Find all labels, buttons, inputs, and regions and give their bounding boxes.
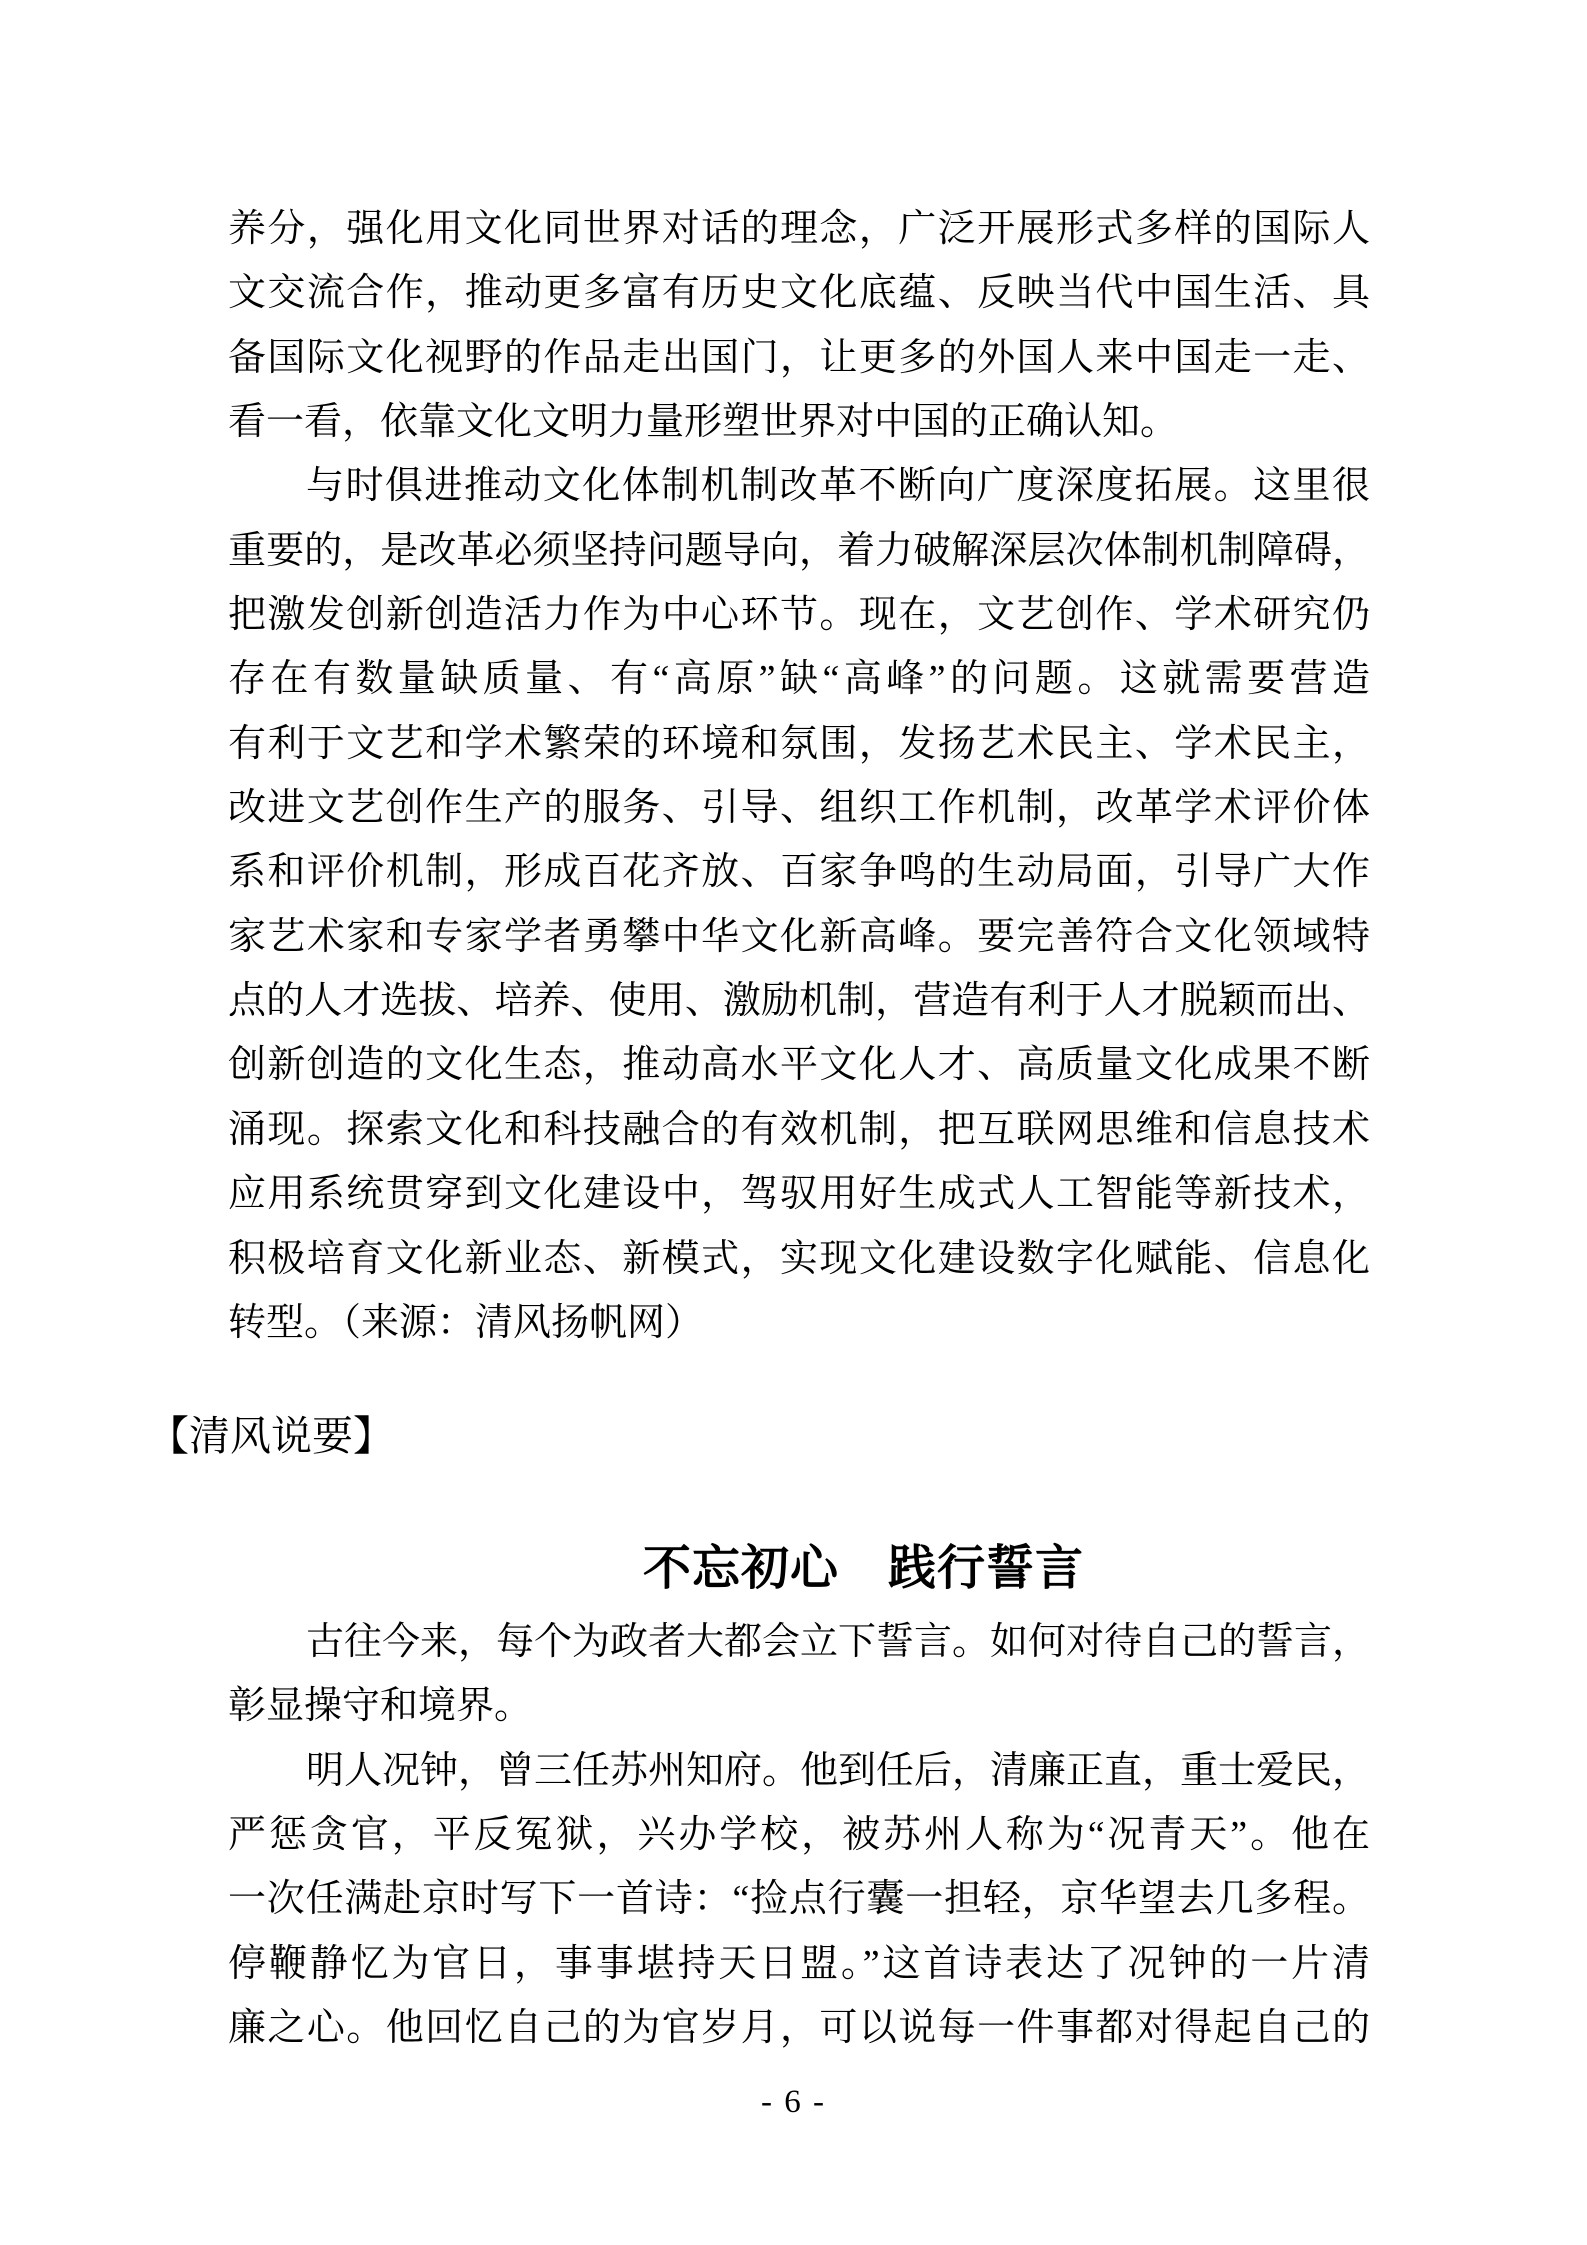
text-line: 停鞭静忆为官日，事事堪持天日盟。”这首诗表达了况钟的一片清 <box>228 1942 1370 1985</box>
text-line: 存在有数量缺质量、有“高原”缺“高峰”的问题。这就需要营造 <box>228 658 1370 701</box>
body-text-lower <box>228 1610 1370 2060</box>
text-line: 与时俱进推动文化体制机制改革不断向广度深度拓展。这里很 <box>306 465 1370 508</box>
text-line: 转型。（来源：清风扬帆网） <box>228 1301 704 1344</box>
text-line: 涌现。探索文化和科技融合的有效机制，把互联网思维和信息技术 <box>228 1108 1370 1151</box>
body-text-upper <box>228 197 1370 1355</box>
text-line: 文交流合作，推动更多富有历史文化底蕴、反映当代中国生活、具 <box>228 272 1370 315</box>
text-line: 一次任满赴京时写下一首诗：“捡点行囊一担轻，京华望去几多程。 <box>228 1878 1370 1921</box>
text-line: 看一看，依靠文化文明力量形塑世界对中国的正确认知。 <box>228 401 1179 444</box>
page-number: - 6 - <box>761 2084 826 2120</box>
text-line: 养分，强化用文化同世界对话的理念，广泛开展形式多样的国际人 <box>228 208 1370 250</box>
text-line: 创新创造的文化生态，推动高水平文化人才、高质量文化成果不断 <box>228 1044 1370 1087</box>
text-line: 重要的，是改革必须坚持问题导向，着力破解深层次体制机制障碍， <box>228 529 1370 572</box>
section-header: 【清风说要】 <box>148 1413 394 1459</box>
text-line: 廉之心。他回忆自己的为官岁月，可以说每一件事都对得起自己的 <box>228 2007 1370 2050</box>
text-line: 把激发创新创造活力作为中心环节。现在，文艺创作、学术研究仍 <box>228 594 1370 637</box>
text-line: 明人况钟，曾三任苏州知府。他到任后，清廉正直，重士爱民， <box>306 1749 1370 1792</box>
text-line: 应用系统贯穿到文化建设中，驾驭用好生成式人工智能等新技术， <box>228 1173 1370 1216</box>
text-line: 彰显操守和境界。 <box>228 1685 533 1728</box>
text-line: 古往今来，每个为政者大都会立下誓言。如何对待自己的誓言， <box>306 1621 1370 1663</box>
article-title: 不忘初心 践行誓言 <box>643 1542 1085 1595</box>
text-line: 积极培育文化新业态、新模式，实现文化建设数字化赋能、信息化 <box>228 1237 1370 1280</box>
text-line: 点的人才选拔、培养、使用、激励机制，营造有利于人才脱颖而出、 <box>228 980 1370 1023</box>
text-line: 备国际文化视野的作品走出国门，让更多的外国人来中国走一走、 <box>228 336 1370 379</box>
text-line: 有利于文艺和学术繁荣的环境和氛围，发扬艺术民主、学术民主， <box>228 722 1370 765</box>
text-line: 严惩贪官，平反冤狱，兴办学校，被苏州人称为“况青天”。他在 <box>228 1814 1370 1857</box>
text-line: 系和评价机制，形成百花齐放、百家争鸣的生动局面，引导广大作 <box>228 851 1370 894</box>
text-line: 家艺术家和专家学者勇攀中华文化新高峰。要完善符合文化领域特 <box>228 915 1370 958</box>
text-line: 改进文艺创作生产的服务、引导、组织工作机制，改革学术评价体 <box>228 787 1370 830</box>
